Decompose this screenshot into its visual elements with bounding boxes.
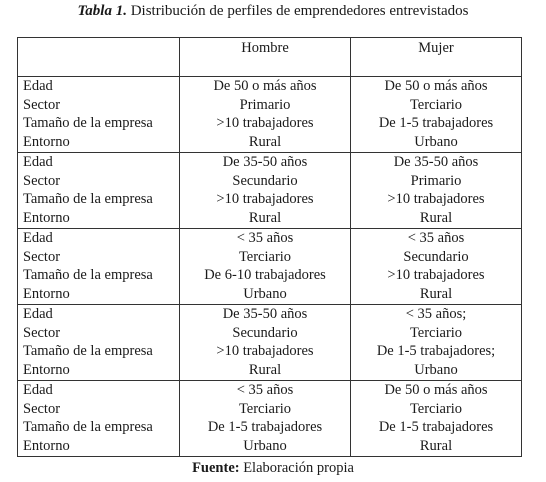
attr-entorno: Entorno <box>23 437 70 454</box>
attr-edad: Edad <box>23 306 53 322</box>
attr-edad: Edad <box>23 382 53 398</box>
mujer-sector: Terciario <box>409 324 463 341</box>
mujer-entorno: Urbano <box>414 361 458 378</box>
attr-edad: Edad <box>23 230 53 246</box>
mujer-sector: Secundario <box>403 248 469 265</box>
hombre-sector: Terciario <box>238 400 292 417</box>
attr-entorno: Entorno <box>23 361 70 378</box>
hombre-sector: Primario <box>239 96 291 113</box>
header-mujer: Mujer <box>351 38 522 77</box>
attr-entorno: Entorno <box>23 285 70 302</box>
hombre-tamano: De 1-5 trabajadores <box>207 419 323 435</box>
table-row <box>18 229 522 305</box>
attr-sector: Sector <box>23 172 61 189</box>
hombre-cell <box>180 153 351 229</box>
attr-tamano: Tamaño de la empresa <box>23 343 153 359</box>
attr-entorno: Entorno <box>23 133 70 150</box>
mujer-tamano: >10 trabajadores <box>387 191 485 207</box>
caption-text: Distribución de perfiles de emprendedores entrevistados <box>126 3 469 19</box>
header-attribute <box>18 38 180 77</box>
table-caption <box>0 2 546 20</box>
attr-tamano: Tamaño de la empresa <box>23 419 153 435</box>
mujer-cell <box>351 381 522 457</box>
hombre-cell <box>180 305 351 381</box>
table-row <box>18 77 522 153</box>
hombre-sector: Secundario <box>232 324 298 341</box>
hombre-tamano: De 6-10 trabajadores <box>204 267 326 283</box>
table-row <box>18 153 522 229</box>
table-source <box>0 459 546 477</box>
mujer-tamano: De 1-5 trabajadores; <box>376 343 496 359</box>
attribute-cell <box>18 381 180 457</box>
mujer-edad: < 35 años; <box>405 306 467 322</box>
mujer-entorno: Urbano <box>414 133 458 150</box>
hombre-entorno: Rural <box>248 209 282 226</box>
hombre-entorno: Urbano <box>243 437 287 454</box>
mujer-sector: Primario <box>410 172 462 189</box>
hombre-entorno: Rural <box>248 133 282 150</box>
table-row <box>18 381 522 457</box>
attr-edad: Edad <box>23 78 53 94</box>
attribute-cell <box>18 153 180 229</box>
mujer-edad: < 35 años <box>407 230 465 246</box>
source-text: Elaboración propia <box>239 460 354 476</box>
attr-edad: Edad <box>23 154 53 170</box>
attribute-cell <box>18 305 180 381</box>
mujer-sector: Terciario <box>409 96 463 113</box>
attribute-cell <box>18 77 180 153</box>
attr-tamano: Tamaño de la empresa <box>23 191 153 207</box>
mujer-cell <box>351 229 522 305</box>
mujer-edad: De 35-50 años <box>393 154 479 170</box>
mujer-edad: De 50 o más años <box>384 78 488 94</box>
header-hombre: Hombre <box>180 38 351 77</box>
mujer-tamano: De 1-5 trabajadores <box>378 419 494 435</box>
attr-sector: Sector <box>23 248 61 265</box>
hombre-tamano: >10 trabajadores <box>216 191 314 207</box>
mujer-edad: De 50 o más años <box>384 382 488 398</box>
attr-sector: Sector <box>23 96 61 113</box>
mujer-entorno: Rural <box>419 437 453 454</box>
mujer-sector: Terciario <box>409 400 463 417</box>
profiles-table <box>17 37 522 457</box>
attr-entorno: Entorno <box>23 209 70 226</box>
attr-sector: Sector <box>23 324 61 341</box>
hombre-cell <box>180 229 351 305</box>
caption-label: Tabla 1. <box>77 3 127 19</box>
attr-tamano: Tamaño de la empresa <box>23 267 153 283</box>
mujer-entorno: Rural <box>419 285 453 302</box>
attr-tamano: Tamaño de la empresa <box>23 115 153 131</box>
source-label: Fuente: <box>192 460 240 476</box>
hombre-edad: De 50 o más años <box>213 78 317 94</box>
hombre-cell <box>180 77 351 153</box>
hombre-entorno: Urbano <box>243 285 287 302</box>
hombre-sector: Terciario <box>238 248 292 265</box>
attr-sector: Sector <box>23 400 61 417</box>
mujer-tamano: >10 trabajadores <box>387 267 485 283</box>
table-row <box>18 305 522 381</box>
hombre-edad: De 35-50 años <box>222 154 308 170</box>
mujer-tamano: De 1-5 trabajadores <box>378 115 494 131</box>
hombre-edad: < 35 años <box>236 230 294 246</box>
hombre-cell <box>180 381 351 457</box>
hombre-sector: Secundario <box>232 172 298 189</box>
mujer-cell <box>351 305 522 381</box>
mujer-cell <box>351 153 522 229</box>
header-row <box>18 38 522 77</box>
hombre-tamano: >10 trabajadores <box>216 343 314 359</box>
hombre-entorno: Rural <box>248 361 282 378</box>
attribute-cell <box>18 229 180 305</box>
hombre-edad: < 35 años <box>236 382 294 398</box>
hombre-tamano: >10 trabajadores <box>216 115 314 131</box>
mujer-entorno: Rural <box>419 209 453 226</box>
mujer-cell <box>351 77 522 153</box>
hombre-edad: De 35-50 años <box>222 306 308 322</box>
